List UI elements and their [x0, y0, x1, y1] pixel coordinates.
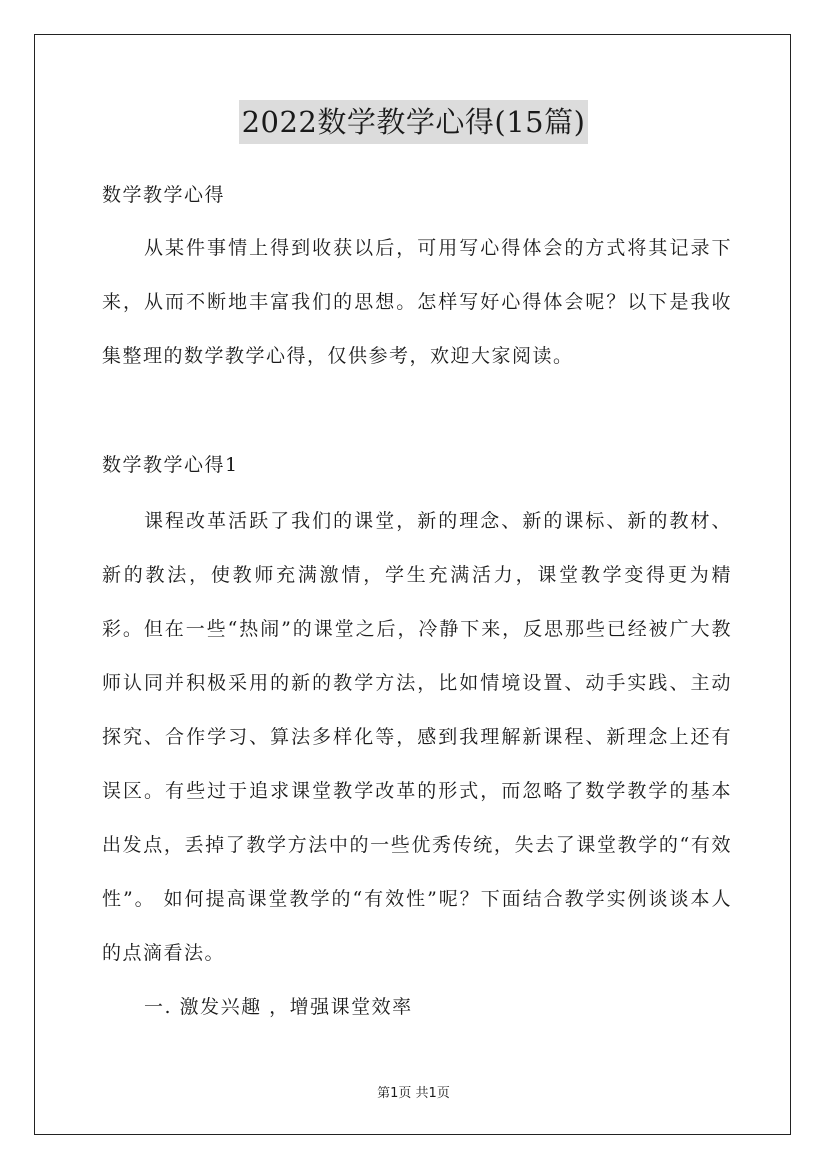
intro-paragraph: 从某件事情上得到收获以后，可用写心得体会的方式将其记录下来，从而不断地丰富我们的思想。怎样写好心得体会呢？以下是我收集整理的数学教学心得，仅供参考，欢迎大家阅读。	[102, 237, 732, 367]
page-footer: 第1页 共1页	[377, 1086, 450, 1101]
section-paragraph: 课程改革活跃了我们的课堂，新的理念、新的课标、新的教材、新的教法，使教师充满激情，学生充满活力，课堂教学变得更为精彩。但在一些“热闹”的课堂之后，冷静下来，反思那些已经被广大教师认同并积极采用的新的教学方法，比如情境设置、动手实践、主动探究、合作学习、算法多样化等，感到我理解新课程、新理念上还有误区。有些过于追求课堂教学改革的形式，而忽略了数学教学的基本出发点，丢掉了教学方法中的一些优秀传统，失去了课堂教学的“有效性”。 如何提高课堂教学的“有效性”呢？下面结合教学实例谈谈本人的点滴看法。	[102, 510, 732, 964]
intro-heading: 数学教学心得	[102, 184, 226, 206]
document-title: 2022数学教学心得(15篇)	[239, 100, 589, 144]
title-container	[0, 100, 827, 144]
section-subheading: 一. 激发兴趣 ，增强课堂效率	[144, 996, 413, 1018]
section-heading: 数学教学心得1	[102, 454, 239, 476]
